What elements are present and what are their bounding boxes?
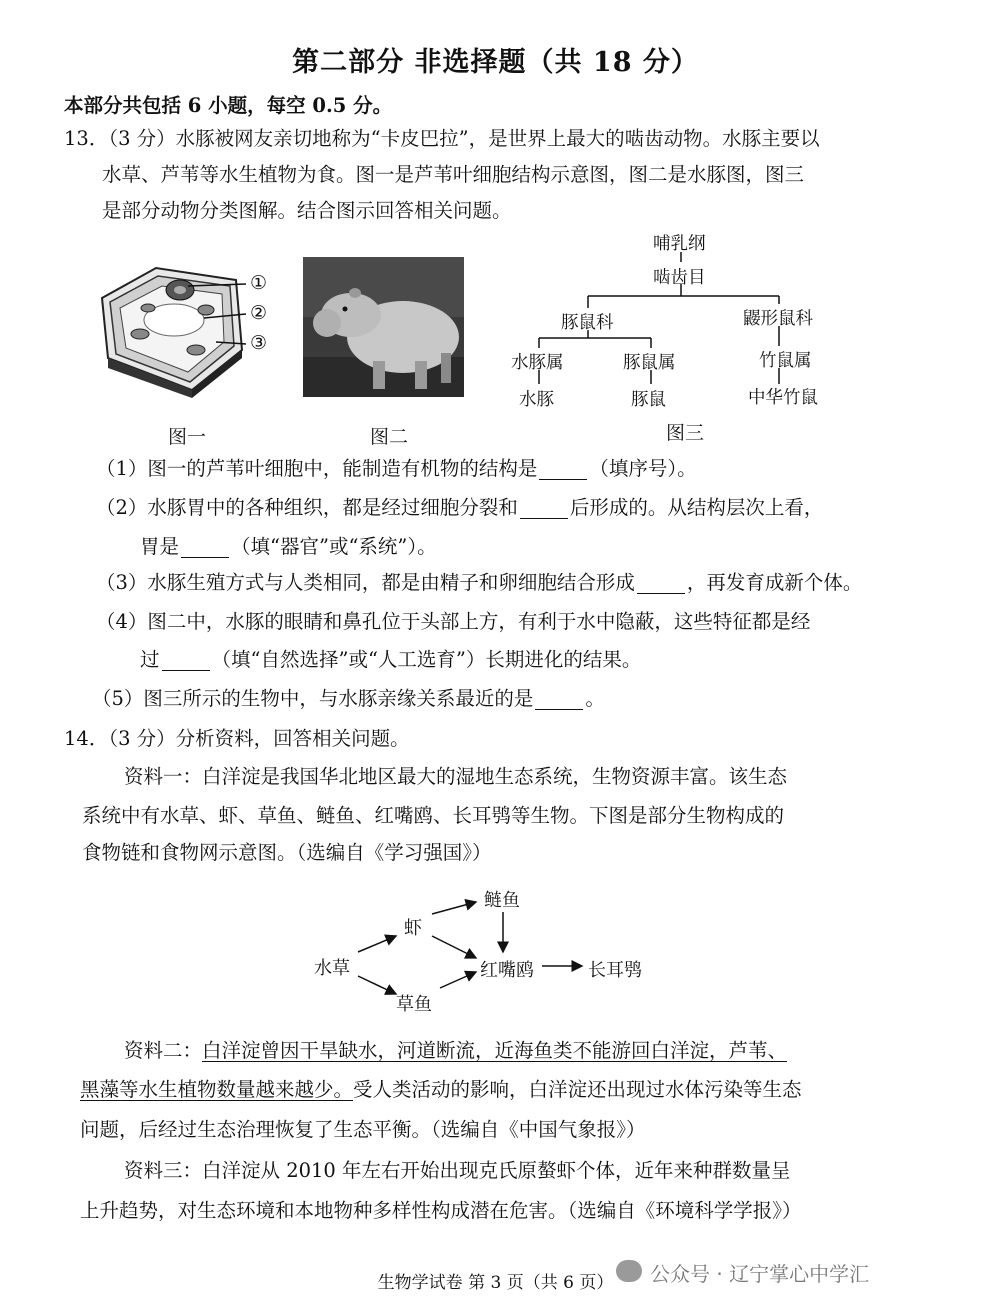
watermark-text: 公众号 · 辽宁掌心中学汇 [650, 1262, 870, 1286]
wechat-icon [616, 1260, 642, 1282]
q14-material2-underlined-1: 白洋淀曾因干旱缺水，河道断流，近海鱼类不能游回白洋淀，芦苇、 [202, 1039, 788, 1062]
figure2-capybara-photo [303, 257, 464, 397]
answer-blank[interactable] [520, 517, 568, 519]
q14-material3-line2: 上升趋势，对生态环境和本地物种多样性构成潜在危害。（选编自《环境科学学报》） [80, 1199, 802, 1222]
q13-intro-line1: 13．（3 分）水豚被网友亲切地称为“卡皮巴拉”，是世界上最大的啮齿动物。水豚主要以 [64, 127, 820, 150]
food-web-owl: 长耳鸮 [588, 960, 642, 981]
q14-intro: 14．（3 分）分析资料，回答相关问题。 [64, 727, 410, 750]
capybara-image [303, 257, 464, 397]
q14-material2-line1 [124, 1039, 787, 1062]
q14-material1-line1: 资料一：白洋淀是我国华北地区最大的湿地生态系统，生物资源丰富。该生态 [124, 765, 788, 788]
figure1-cell-diagram [96, 258, 286, 398]
q13-sub3-text-a: （3）水豚生殖方式与人类相同，都是由精子和卵细胞结合形成 [96, 571, 635, 594]
q14-material1-line3: 食物链和食物网示意图。（选编自《学习强国》） [82, 841, 492, 864]
q14-material2-line3: 问题，后经过生态治理恢复了生态平衡。（选编自《中国气象报》） [80, 1118, 646, 1141]
q14-material1-line2: 系统中有水草、虾、草鱼、鲢鱼、红嘴鸥、长耳鸮等生物。下图是部分生物构成的 [82, 804, 785, 827]
answer-blank[interactable] [539, 478, 587, 480]
marker-2: ② [250, 302, 268, 324]
answer-blank[interactable] [637, 592, 685, 594]
answer-blank[interactable] [162, 669, 210, 671]
marker-1: ① [250, 272, 268, 294]
q13-sub5 [92, 687, 605, 710]
tree-order: 啮齿目 [653, 268, 706, 288]
q13-intro-line2: 水草、芦苇等水生植物为食。图一是芦苇叶细胞结构示意图，图二是水豚图，图三 [102, 163, 805, 186]
tree-genus-a1: 水豚属 [511, 353, 564, 373]
food-web-shrimp: 虾 [404, 918, 422, 939]
q13-intro-line3: 是部分动物分类图解。结合图示回答相关问题。 [102, 199, 512, 222]
tree-class: 哺乳纲 [653, 234, 706, 254]
page-footer: 生物学试卷 第 3 页（共 6 页） [377, 1273, 614, 1293]
q13-sub4: （4）图二中，水豚的眼睛和鼻孔位于头部上方，有利于水中隐蔽，这些特征都是经 [96, 610, 811, 633]
section-title: 第二部分 非选择题（共 18 分） [292, 47, 699, 78]
q13-sub2-text-d: （填“器官”或“系统”）。 [231, 535, 437, 558]
q13-sub5-text-a: （5）图三所示的生物中，与水豚亲缘关系最近的是 [92, 687, 534, 710]
q14-material2-underlined-2: 黑藻等水生植物数量越来越少。 [80, 1078, 354, 1101]
figure1-label: 图一 [168, 426, 207, 448]
answer-blank[interactable] [535, 708, 583, 710]
q13-sub1-text-a: （1）图一的芦苇叶细胞中，能制造有机物的结构是 [96, 457, 538, 480]
figure2-label: 图二 [370, 426, 409, 448]
q13-sub5-text-b: 。 [585, 687, 605, 710]
q13-sub2-text-b: 后形成的。从结构层次上看， [569, 496, 824, 519]
figure3-label: 图三 [666, 422, 705, 444]
watermark [616, 1258, 956, 1288]
answer-blank[interactable] [181, 556, 229, 558]
q13-sub1 [96, 457, 697, 480]
food-web-diagram [300, 880, 700, 1020]
q13-sub2-text-c: 胃是 [140, 535, 180, 558]
tree-family-a: 豚鼠科 [561, 313, 614, 333]
tree-genus-b1: 竹鼠属 [759, 351, 812, 371]
q13-sub4-text-b: 过 [140, 648, 160, 671]
q14-material2-label: 资料二： [124, 1039, 203, 1062]
q13-sub3 [96, 571, 862, 594]
tree-species-a1: 水豚 [519, 390, 554, 410]
q13-sub4-text-c: （填“自然选择”或“人工选育”）长期进化的结果。 [211, 648, 642, 671]
figure3-classification-tree [505, 228, 835, 418]
food-web-plant: 水草 [314, 958, 350, 979]
food-web-grass-carp: 草鱼 [396, 994, 432, 1015]
q13-sub4-cont [140, 648, 641, 671]
tree-species-b1: 中华竹鼠 [748, 388, 818, 408]
q14-material3-line1: 资料三：白洋淀从 2010 年左右开始出现克氏原螯虾个体，近年来种群数量呈 [124, 1159, 791, 1182]
q13-sub2 [96, 496, 823, 519]
tree-family-b: 鼹形鼠科 [743, 309, 813, 329]
section-note: 本部分共包括 6 小题，每空 0.5 分。 [64, 94, 393, 117]
q14-material2-rest: 受人类活动的影响，白洋淀还出现过水体污染等生态 [353, 1078, 802, 1101]
tree-genus-a2: 豚鼠属 [623, 353, 676, 373]
q13-sub2-text-a: （2）水豚胃中的各种组织，都是经过细胞分裂和 [96, 496, 518, 519]
q13-sub3-text-b: ，再发育成新个体。 [686, 571, 863, 594]
marker-3: ③ [250, 332, 268, 354]
food-web-gull: 红嘴鸥 [480, 960, 534, 981]
q14-material2-line2 [80, 1078, 802, 1101]
q13-sub1-text-b: （填序号）。 [589, 457, 697, 480]
q13-sub2-cont [140, 535, 437, 558]
tree-species-a2: 豚鼠 [631, 390, 666, 410]
food-web-silver-carp: 鲢鱼 [484, 890, 520, 911]
